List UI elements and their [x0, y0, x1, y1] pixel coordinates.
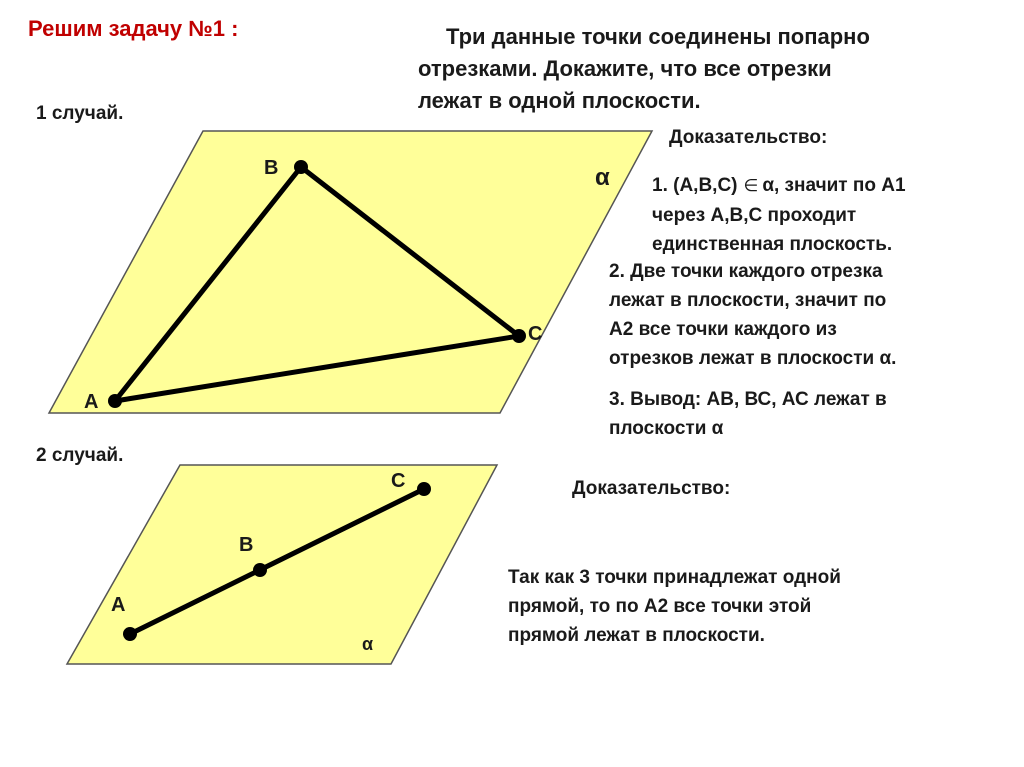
- step-1-line-2: через А,В,С проходит: [652, 205, 857, 226]
- point-b-case-1: [294, 160, 308, 174]
- plane-label-case-1: α: [595, 164, 610, 191]
- proof-step-3: [609, 385, 887, 443]
- step-1-end: α, значит по А1: [762, 175, 906, 196]
- step-1-line-3: единственная плоскость.: [652, 234, 893, 255]
- task-line-3: лежат в одной плоскости.: [418, 88, 701, 113]
- point-a-case-2: [123, 627, 137, 641]
- element-of-symbol: ∈: [743, 176, 759, 196]
- point-b-case-2: [253, 563, 267, 577]
- point-c-label-case-1: С: [528, 323, 543, 345]
- case-2-line-3: прямой лежат в плоскости.: [508, 625, 765, 646]
- proof-text-case-2: [508, 563, 841, 650]
- point-a-label-case-1: А: [84, 391, 99, 413]
- proof-heading-case-2: Доказательство:: [572, 478, 731, 499]
- step-2-line-4: отрезков лежат в плоскости α.: [609, 348, 897, 369]
- point-a-label-case-2: А: [111, 594, 126, 616]
- step-1-start: 1. (А,В,С): [652, 175, 738, 196]
- task-line-2: отрезками. Докажите, что все отрезки: [418, 56, 832, 81]
- point-c-case-2: [417, 482, 431, 496]
- step-2-line-2: лежат в плоскости, значит по: [609, 290, 887, 311]
- step-1-line-1: [652, 171, 906, 201]
- point-c-label-case-2: С: [391, 470, 406, 492]
- proof-heading-case-1: Доказательство:: [669, 127, 828, 148]
- proof-step-1: [652, 171, 906, 259]
- point-b-label-case-2: В: [239, 534, 254, 556]
- task-line-1: Три данные точки соединены попарно: [446, 24, 870, 49]
- page-title: Решим задачу №1 :: [28, 16, 239, 41]
- step-3-line-1: 3. Вывод: АВ, ВС, АС лежат в: [609, 389, 887, 410]
- case-2-line-2: прямой, то по А2 все точки этой: [508, 596, 812, 617]
- plane-label-case-2: α: [362, 634, 374, 654]
- case-1-label: 1 случай.: [36, 103, 124, 124]
- step-2-line-1: 2. Две точки каждого отрезка: [609, 261, 883, 282]
- point-b-label-case-1: В: [264, 157, 279, 179]
- point-a-case-1: [108, 394, 122, 408]
- step-2-line-3: А2 все точки каждого из: [609, 319, 837, 340]
- proof-step-2: [609, 257, 896, 373]
- step-3-line-2: плоскости α: [609, 418, 724, 439]
- case-2-line-1: Так как 3 точки принадлежат одной: [508, 567, 841, 588]
- point-c-case-1: [512, 329, 526, 343]
- case-2-label: 2 случай.: [36, 445, 124, 466]
